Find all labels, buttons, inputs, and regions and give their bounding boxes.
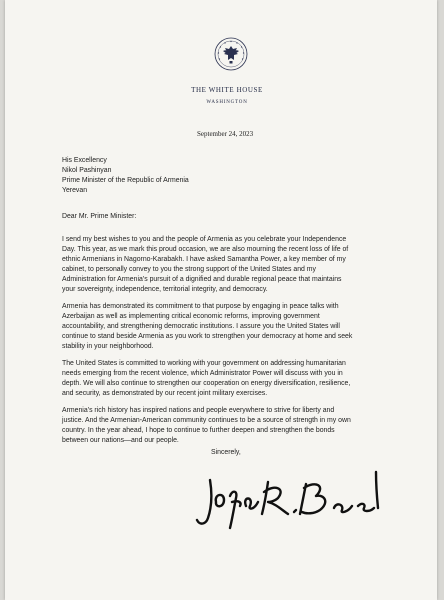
handwritten-signature	[188, 462, 388, 532]
presidential-seal-icon	[214, 37, 248, 71]
paragraph-1	[62, 235, 392, 295]
letterhead-title: THE WHITE HOUSE	[191, 86, 263, 94]
letter-page	[5, 0, 437, 600]
closing: Sincerely,	[211, 449, 241, 456]
paragraph-line: accountability, and strengthening democratic institutions. I assure you the United States will	[62, 323, 340, 330]
recipient-honorific: His Excellency	[62, 157, 107, 164]
paragraph-line: Administration for Armenia’s pursuit of a dignified and durable regional peace that maintains	[62, 276, 342, 283]
paragraph-line: ethnic Armenians in Nagorno-Karabakh. I have asked Samantha Power, a key member of my	[62, 256, 346, 263]
paragraph-line: The United States is committed to working with your government on addressing humanitarian	[62, 360, 346, 367]
paragraph-line: Day. This year, as we mark this proud occasion, we are also mourning the recent loss of life of	[62, 246, 349, 253]
paragraph-line: I send my best wishes to you and the people of Armenia as you celebrate your Independence	[62, 236, 347, 243]
paragraph-line: Armenia has demonstrated its commitment to that purpose by engaging in peace talks with	[62, 303, 339, 310]
paragraph-4	[62, 406, 392, 446]
recipient-name: Nikol Pashinyan	[62, 167, 112, 174]
paragraph-line: Armenia’s rich history has inspired nations and people everywhere to strive for liberty and	[62, 407, 335, 414]
paragraph-line: needs emerging from the recent violence, which Administrator Power will discuss with you in	[62, 370, 343, 377]
paragraph-line: cabinet, to personally convey to you the strong support of the United States and my	[62, 266, 316, 273]
recipient-city: Yerevan	[62, 187, 88, 194]
paragraph-line: justice. And the Armenian-American community continues to be a source of strength in my own	[62, 417, 351, 424]
paragraph-2	[62, 302, 392, 352]
salutation: Dear Mr. Prime Minister:	[62, 213, 137, 220]
paragraph-line: depth. We will also continue to strengthen our cooperation on energy diversification, resilience,	[62, 380, 351, 387]
recipient-title: Prime Minister of the Republic of Armenia	[62, 177, 189, 184]
letter-date: September 24, 2023	[197, 130, 254, 138]
paragraph-line: continue to stand beside Armenia as you work to strengthen your democracy at home and seek	[62, 333, 353, 340]
letterhead-location: WASHINGTON	[206, 100, 248, 105]
paragraph-line: stability in your neighborhood.	[62, 343, 154, 350]
paragraph-3	[62, 359, 392, 399]
paragraph-line: between our nations—and our people.	[62, 437, 179, 444]
paragraph-line: and security, as demonstrated by our recent joint military exercises.	[62, 390, 268, 397]
paragraph-line: country. In the year ahead, I hope to continue to further deepen and strengthen the bonds	[62, 427, 335, 434]
recipient-address	[62, 156, 392, 196]
paragraph-line: your sovereignty, independence, territorial integrity, and democracy.	[62, 286, 268, 293]
paragraph-line: Azerbaijan as well as implementing critical economic reforms, improving government	[62, 313, 320, 320]
